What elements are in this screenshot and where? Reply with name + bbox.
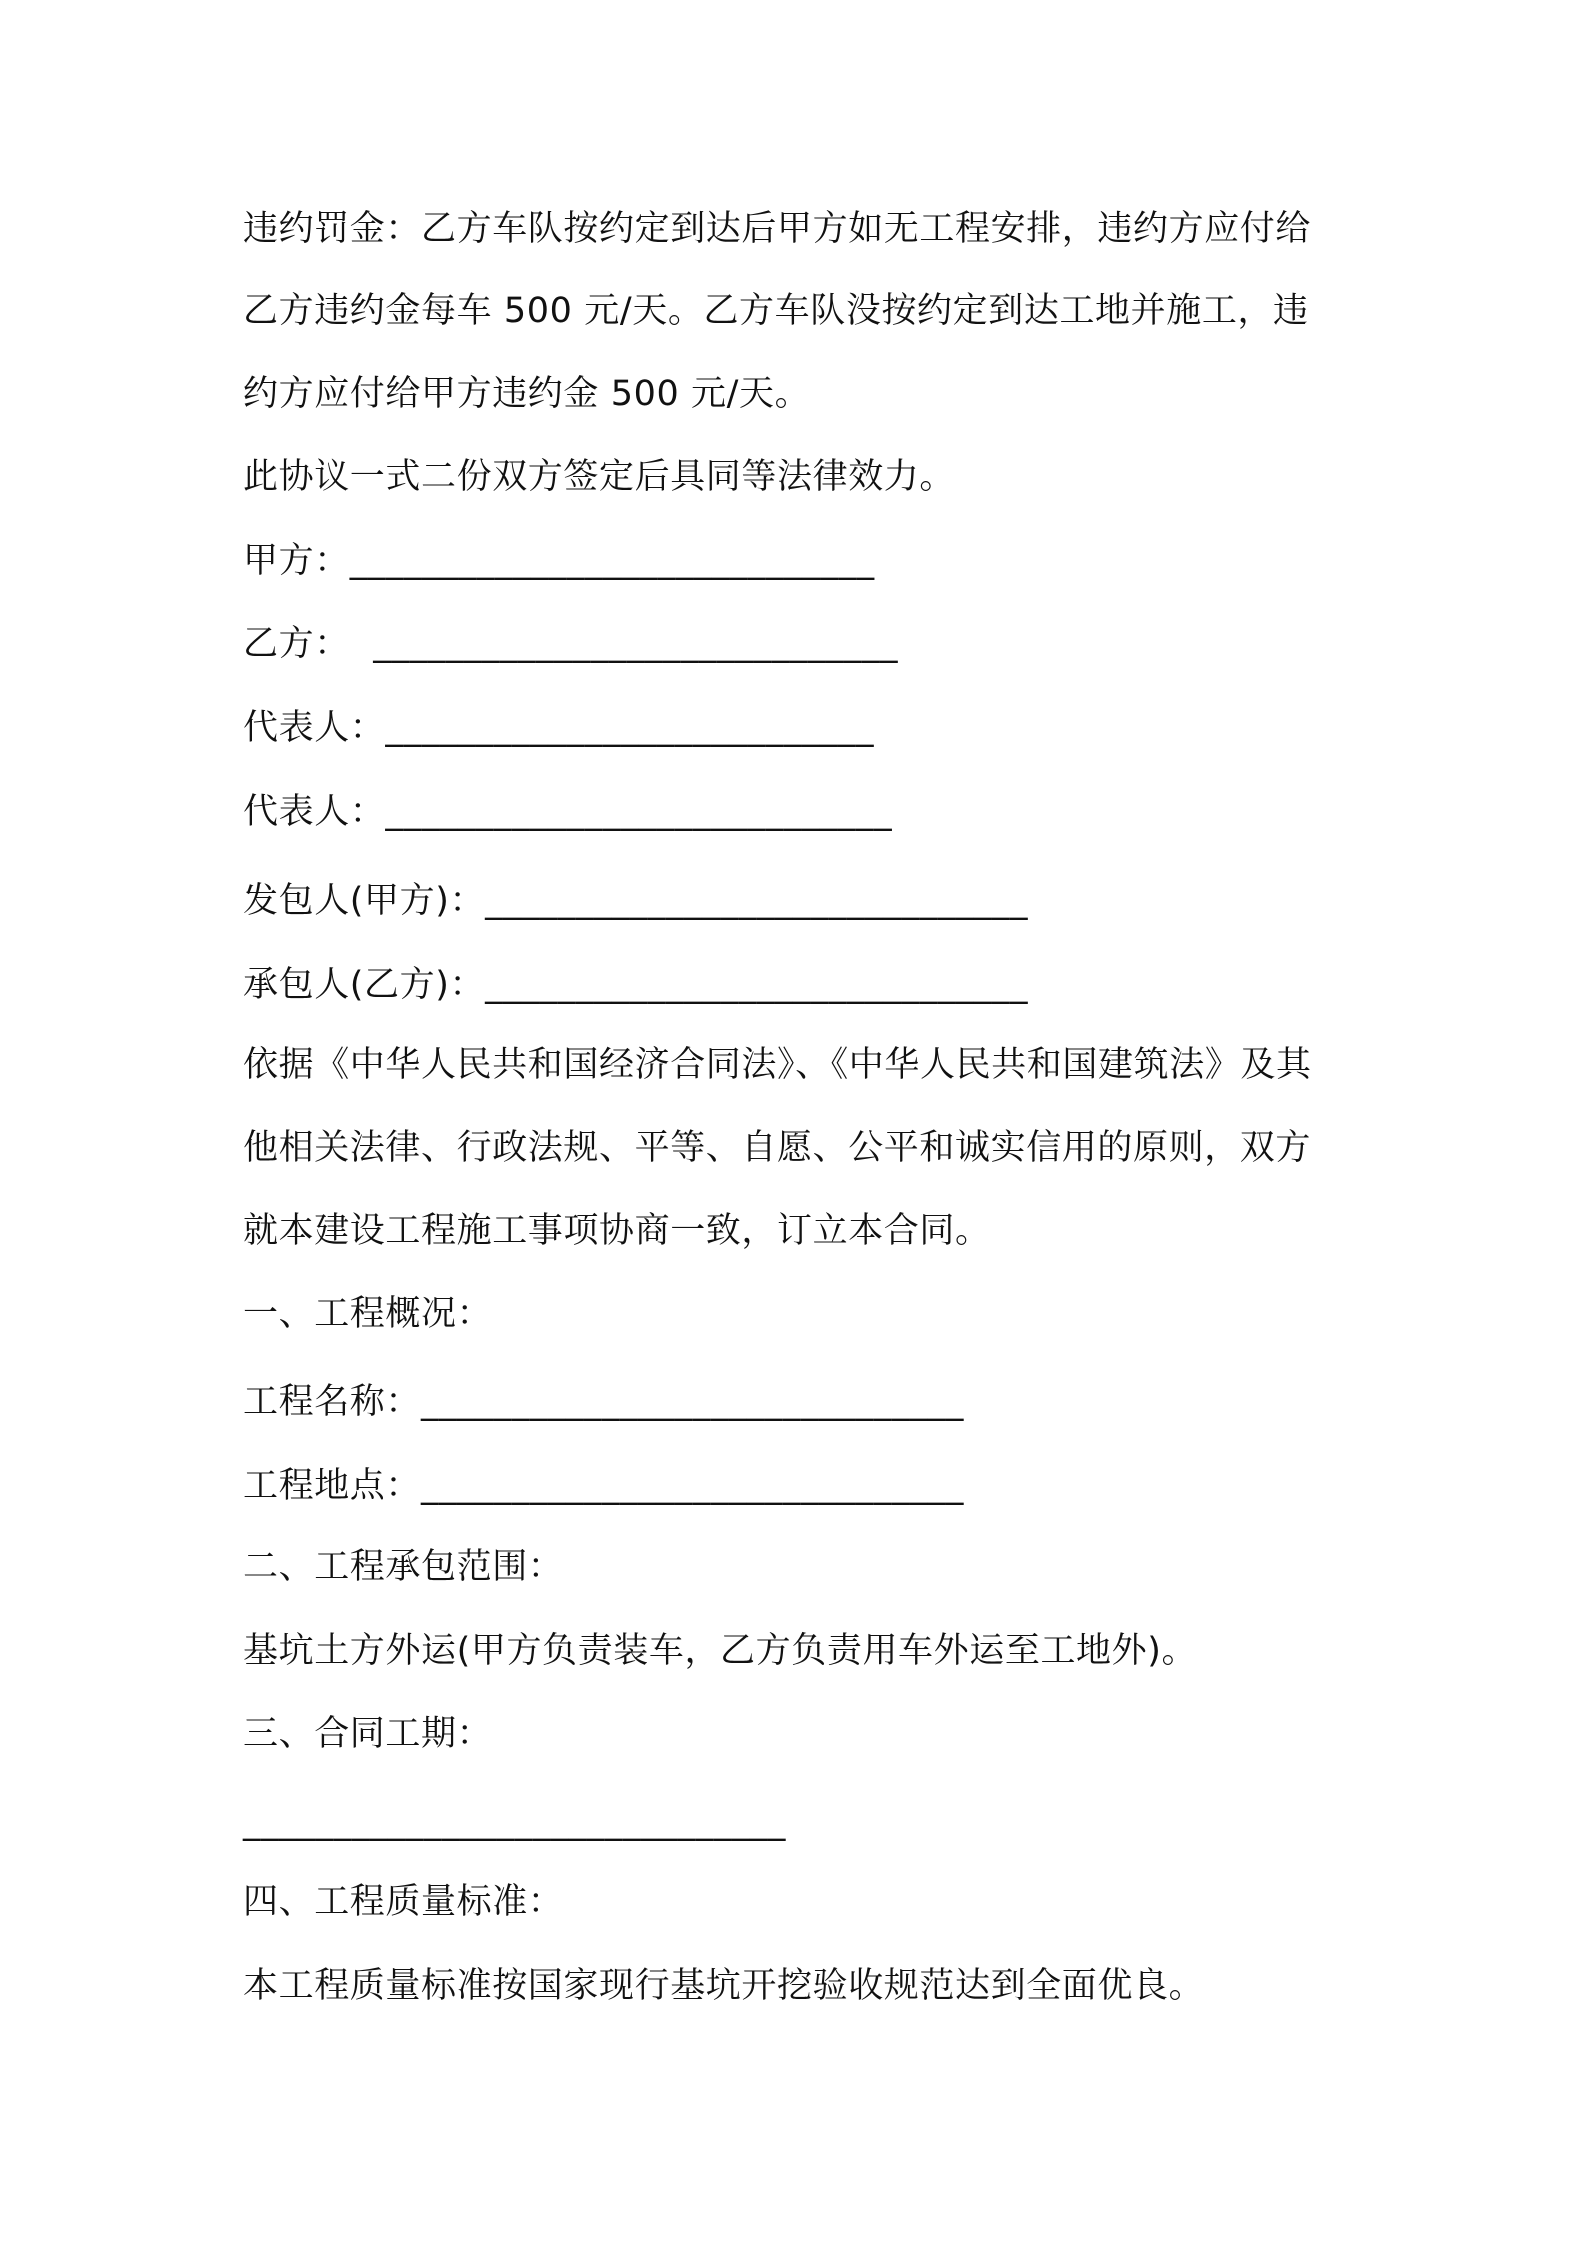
employer-signature: 发包人(甲方)：______________________________ <box>243 881 1029 921</box>
preamble-line-2: 他相关法律、行政法规、平等、自愿、公平和诚实信用的原则，双方 <box>243 1128 1312 1168</box>
penalty-line-1: 违约罚金：乙方车队按约定到达后甲方如无工程安排，违约方应付给 <box>243 209 1312 249</box>
section-1-heading: 一、工程概况： <box>243 1294 493 1334</box>
contract-period-blank: ______________________________ <box>243 1802 786 1842</box>
section-4-heading: 四、工程质量标准： <box>243 1882 564 1922</box>
preamble-line-1: 依据《中华人民共和国经济合同法》、《中华人民共和国建筑法》及其 <box>243 1045 1312 1085</box>
project-name-field: 工程名称：______________________________ <box>243 1382 965 1422</box>
project-location-field: 工程地点：______________________________ <box>243 1466 965 1506</box>
scope-text: 基坑土方外运(甲方负责装车，乙方负责用车外运至工地外)。 <box>243 1631 1198 1671</box>
penalty-line-3: 约方应付给甲方违约金 500 元/天。 <box>243 374 811 414</box>
quality-standard-text: 本工程质量标准按国家现行基坑开挖验收规范达到全面优良。 <box>243 1966 1205 2006</box>
representative-a-signature: 代表人：___________________________ <box>243 708 875 748</box>
validity-clause: 此协议一式二份双方签定后具同等法律效力。 <box>243 457 956 497</box>
party-b-signature: 乙方： _____________________________ <box>243 624 899 664</box>
penalty-line-2: 乙方违约金每车 500 元/天。乙方车队没按约定到达工地并施工，违 <box>243 291 1309 331</box>
contractor-signature: 承包人(乙方)：______________________________ <box>243 965 1029 1005</box>
representative-b-signature: 代表人：____________________________ <box>243 792 893 832</box>
section-3-heading: 三、合同工期： <box>243 1714 493 1754</box>
preamble-line-3: 就本建设工程施工事项协商一致，订立本合同。 <box>243 1211 991 1251</box>
party-a-signature: 甲方：_____________________________ <box>243 541 875 581</box>
section-2-heading: 二、工程承包范围： <box>243 1547 564 1587</box>
